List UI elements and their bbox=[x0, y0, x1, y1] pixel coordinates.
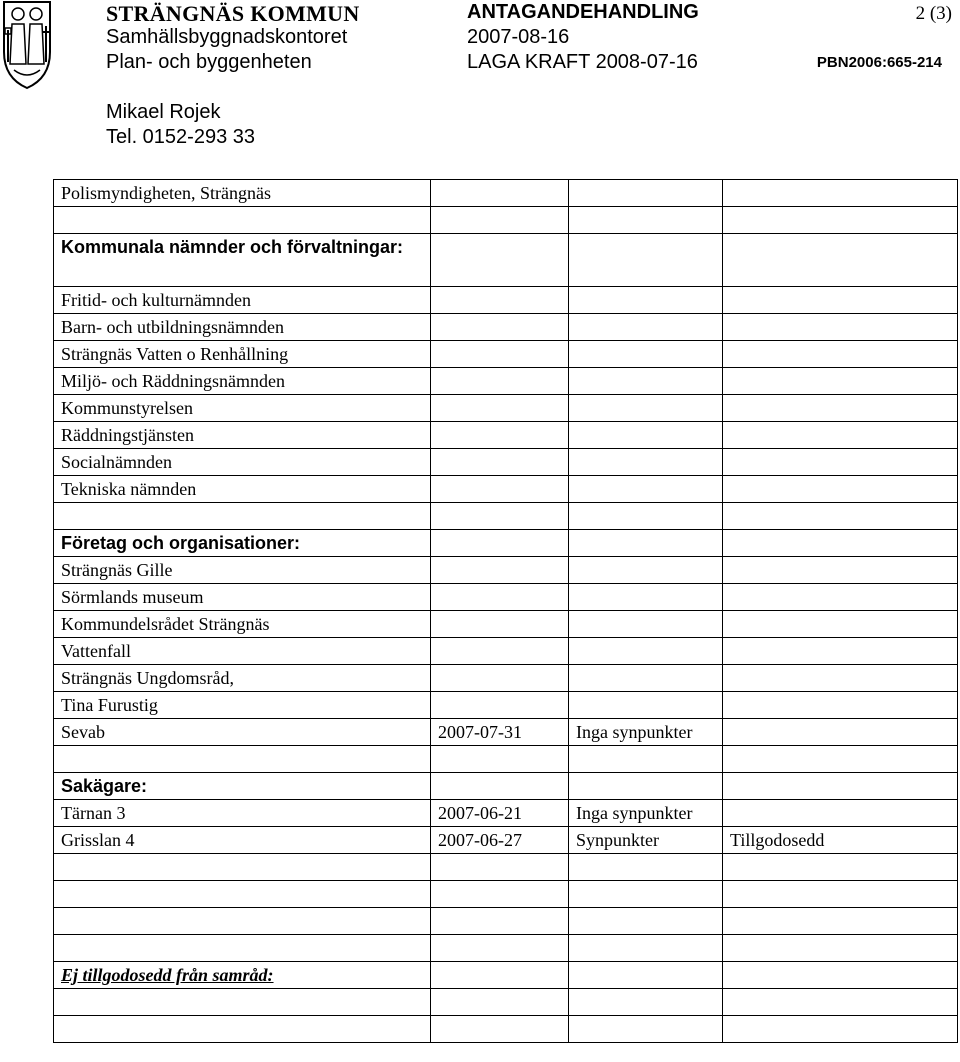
table-row bbox=[54, 449, 958, 476]
table-cell bbox=[569, 935, 723, 962]
table-cell bbox=[569, 449, 723, 476]
table-cell bbox=[569, 1016, 723, 1043]
table-row bbox=[54, 827, 958, 854]
table-cell: Strängnäs Ungdomsråd, bbox=[54, 665, 431, 692]
table-row bbox=[54, 584, 958, 611]
table-row bbox=[54, 234, 958, 287]
table-cell: Inga synpunkter bbox=[569, 719, 723, 746]
table-cell bbox=[54, 989, 431, 1016]
in-force-date: LAGA KRAFT 2008-07-16 bbox=[467, 51, 698, 73]
table-cell bbox=[569, 638, 723, 665]
table-cell bbox=[723, 908, 958, 935]
table-cell bbox=[723, 854, 958, 881]
table-cell: Strängnäs Vatten o Renhållning bbox=[54, 341, 431, 368]
table-cell: Miljö- och Räddningsnämnden bbox=[54, 368, 431, 395]
table-cell: Fritid- och kulturnämnden bbox=[54, 287, 431, 314]
table-cell bbox=[723, 557, 958, 584]
table-cell bbox=[431, 1016, 569, 1043]
table-cell bbox=[723, 287, 958, 314]
table-cell: Barn- och utbildningsnämnden bbox=[54, 314, 431, 341]
table-cell bbox=[54, 746, 431, 773]
table-cell bbox=[569, 881, 723, 908]
table-cell bbox=[569, 530, 723, 557]
table-cell: Tärnan 3 bbox=[54, 800, 431, 827]
table-cell: Kommundelsrådet Strängnäs bbox=[54, 611, 431, 638]
table-cell bbox=[431, 908, 569, 935]
table-cell: Tina Furustig bbox=[54, 692, 431, 719]
table-cell bbox=[431, 746, 569, 773]
office-name: Samhällsbyggnadskontoret bbox=[106, 26, 348, 48]
table-cell: Vattenfall bbox=[54, 638, 431, 665]
table-cell bbox=[569, 746, 723, 773]
table-cell bbox=[723, 719, 958, 746]
table-cell bbox=[723, 180, 958, 207]
table-cell: Sakägare: bbox=[54, 773, 431, 800]
table-cell bbox=[569, 341, 723, 368]
table-row bbox=[54, 611, 958, 638]
table-cell bbox=[569, 692, 723, 719]
table-cell bbox=[723, 692, 958, 719]
table-cell bbox=[723, 800, 958, 827]
table-cell: Polismyndigheten, Strängnäs bbox=[54, 180, 431, 207]
table-cell bbox=[723, 207, 958, 234]
table-row bbox=[54, 180, 958, 207]
table-cell bbox=[569, 395, 723, 422]
table-cell bbox=[54, 503, 431, 530]
page-number: 2 (3) bbox=[915, 3, 952, 24]
table-cell bbox=[569, 207, 723, 234]
table-cell: 2007-06-21 bbox=[431, 800, 569, 827]
table-cell bbox=[723, 314, 958, 341]
table-cell bbox=[569, 665, 723, 692]
table-cell bbox=[54, 1016, 431, 1043]
table-row bbox=[54, 719, 958, 746]
table-cell bbox=[569, 476, 723, 503]
table-cell bbox=[723, 584, 958, 611]
table-cell: Strängnäs Gille bbox=[54, 557, 431, 584]
table-cell bbox=[569, 611, 723, 638]
table-row bbox=[54, 881, 958, 908]
table-cell bbox=[723, 530, 958, 557]
table-row bbox=[54, 854, 958, 881]
table-cell bbox=[723, 395, 958, 422]
reference-number: PBN2006:665-214 bbox=[816, 54, 942, 71]
table-row bbox=[54, 530, 958, 557]
table-cell bbox=[431, 476, 569, 503]
table-cell bbox=[431, 935, 569, 962]
table-row bbox=[54, 692, 958, 719]
table-cell: Sevab bbox=[54, 719, 431, 746]
consultation-table bbox=[53, 179, 958, 1043]
table-cell bbox=[569, 368, 723, 395]
table-cell bbox=[431, 989, 569, 1016]
table-cell bbox=[431, 665, 569, 692]
table-cell: Kommunala nämnder och förvaltningar: bbox=[54, 234, 431, 287]
table-row bbox=[54, 989, 958, 1016]
table-cell bbox=[723, 234, 958, 287]
table-cell bbox=[431, 234, 569, 287]
table-row bbox=[54, 476, 958, 503]
table-cell bbox=[431, 341, 569, 368]
table-cell bbox=[431, 287, 569, 314]
table-cell bbox=[723, 665, 958, 692]
municipal-coat-of-arms-logo bbox=[2, 0, 52, 90]
table-row bbox=[54, 207, 958, 234]
table-cell: Ej tillgodosedd från samråd: bbox=[54, 962, 431, 989]
table-row bbox=[54, 503, 958, 530]
table-cell: Synpunkter bbox=[569, 827, 723, 854]
table-cell bbox=[569, 287, 723, 314]
table-cell bbox=[723, 962, 958, 989]
table-cell bbox=[723, 611, 958, 638]
table-cell bbox=[54, 881, 431, 908]
table-row bbox=[54, 773, 958, 800]
table-cell: Räddningstjänsten bbox=[54, 422, 431, 449]
table-cell: Socialnämnden bbox=[54, 449, 431, 476]
contact-name: Mikael Rojek bbox=[106, 101, 221, 123]
table-cell bbox=[431, 557, 569, 584]
table-row bbox=[54, 665, 958, 692]
table-row bbox=[54, 908, 958, 935]
table-cell bbox=[569, 422, 723, 449]
table-cell bbox=[569, 962, 723, 989]
table-cell bbox=[431, 395, 569, 422]
table-cell bbox=[723, 422, 958, 449]
table-cell bbox=[569, 234, 723, 287]
table-row bbox=[54, 287, 958, 314]
table-cell bbox=[723, 989, 958, 1016]
table-cell bbox=[723, 773, 958, 800]
table-row bbox=[54, 746, 958, 773]
table-cell bbox=[569, 989, 723, 1016]
table-cell bbox=[431, 314, 569, 341]
table-cell: Företag och organisationer: bbox=[54, 530, 431, 557]
table-cell: Tekniska nämnden bbox=[54, 476, 431, 503]
table-cell: 2007-06-27 bbox=[431, 827, 569, 854]
table-cell bbox=[54, 935, 431, 962]
org-name: STRÄNGNÄS KOMMUN bbox=[106, 1, 360, 26]
table-cell bbox=[569, 314, 723, 341]
department-name: Plan- och byggenheten bbox=[106, 51, 312, 73]
table-cell bbox=[431, 530, 569, 557]
table-cell: Inga synpunkter bbox=[569, 800, 723, 827]
table-cell bbox=[723, 341, 958, 368]
table-cell bbox=[431, 584, 569, 611]
table-row bbox=[54, 341, 958, 368]
document-date: 2007-08-16 bbox=[467, 26, 570, 48]
table-cell bbox=[431, 881, 569, 908]
table-cell bbox=[431, 207, 569, 234]
table-cell bbox=[569, 584, 723, 611]
table-cell bbox=[723, 935, 958, 962]
table-row bbox=[54, 422, 958, 449]
contact-phone: Tel. 0152-293 33 bbox=[106, 126, 256, 148]
table-cell bbox=[431, 962, 569, 989]
table-cell bbox=[431, 692, 569, 719]
table-cell bbox=[431, 611, 569, 638]
table-cell bbox=[431, 773, 569, 800]
table-row bbox=[54, 557, 958, 584]
table-cell bbox=[723, 746, 958, 773]
table-cell bbox=[431, 368, 569, 395]
table-cell bbox=[431, 854, 569, 881]
table-cell: Sörmlands museum bbox=[54, 584, 431, 611]
table-row bbox=[54, 935, 958, 962]
table-cell bbox=[723, 881, 958, 908]
table-cell bbox=[723, 1016, 958, 1043]
table-cell: Grisslan 4 bbox=[54, 827, 431, 854]
table-cell bbox=[569, 180, 723, 207]
table-cell bbox=[431, 503, 569, 530]
table-row bbox=[54, 638, 958, 665]
table-row bbox=[54, 1016, 958, 1043]
table-row bbox=[54, 368, 958, 395]
table-row bbox=[54, 962, 958, 989]
table-cell bbox=[723, 449, 958, 476]
table-cell bbox=[569, 557, 723, 584]
table-cell: Kommunstyrelsen bbox=[54, 395, 431, 422]
table-cell bbox=[431, 422, 569, 449]
table-cell bbox=[54, 908, 431, 935]
table-cell: Tillgodosedd bbox=[723, 827, 958, 854]
table-cell: 2007-07-31 bbox=[431, 719, 569, 746]
table-cell bbox=[723, 368, 958, 395]
table-row bbox=[54, 395, 958, 422]
table-cell bbox=[723, 476, 958, 503]
table-cell bbox=[54, 207, 431, 234]
table-cell bbox=[569, 773, 723, 800]
table-cell bbox=[723, 638, 958, 665]
table-cell bbox=[431, 180, 569, 207]
table-cell bbox=[569, 503, 723, 530]
table-cell bbox=[431, 449, 569, 476]
table-cell bbox=[569, 854, 723, 881]
table-cell bbox=[723, 503, 958, 530]
table-row bbox=[54, 800, 958, 827]
table-cell bbox=[54, 854, 431, 881]
document-type: ANTAGANDEHANDLING bbox=[467, 1, 699, 23]
table-cell bbox=[431, 638, 569, 665]
table-cell bbox=[569, 908, 723, 935]
table-row bbox=[54, 314, 958, 341]
